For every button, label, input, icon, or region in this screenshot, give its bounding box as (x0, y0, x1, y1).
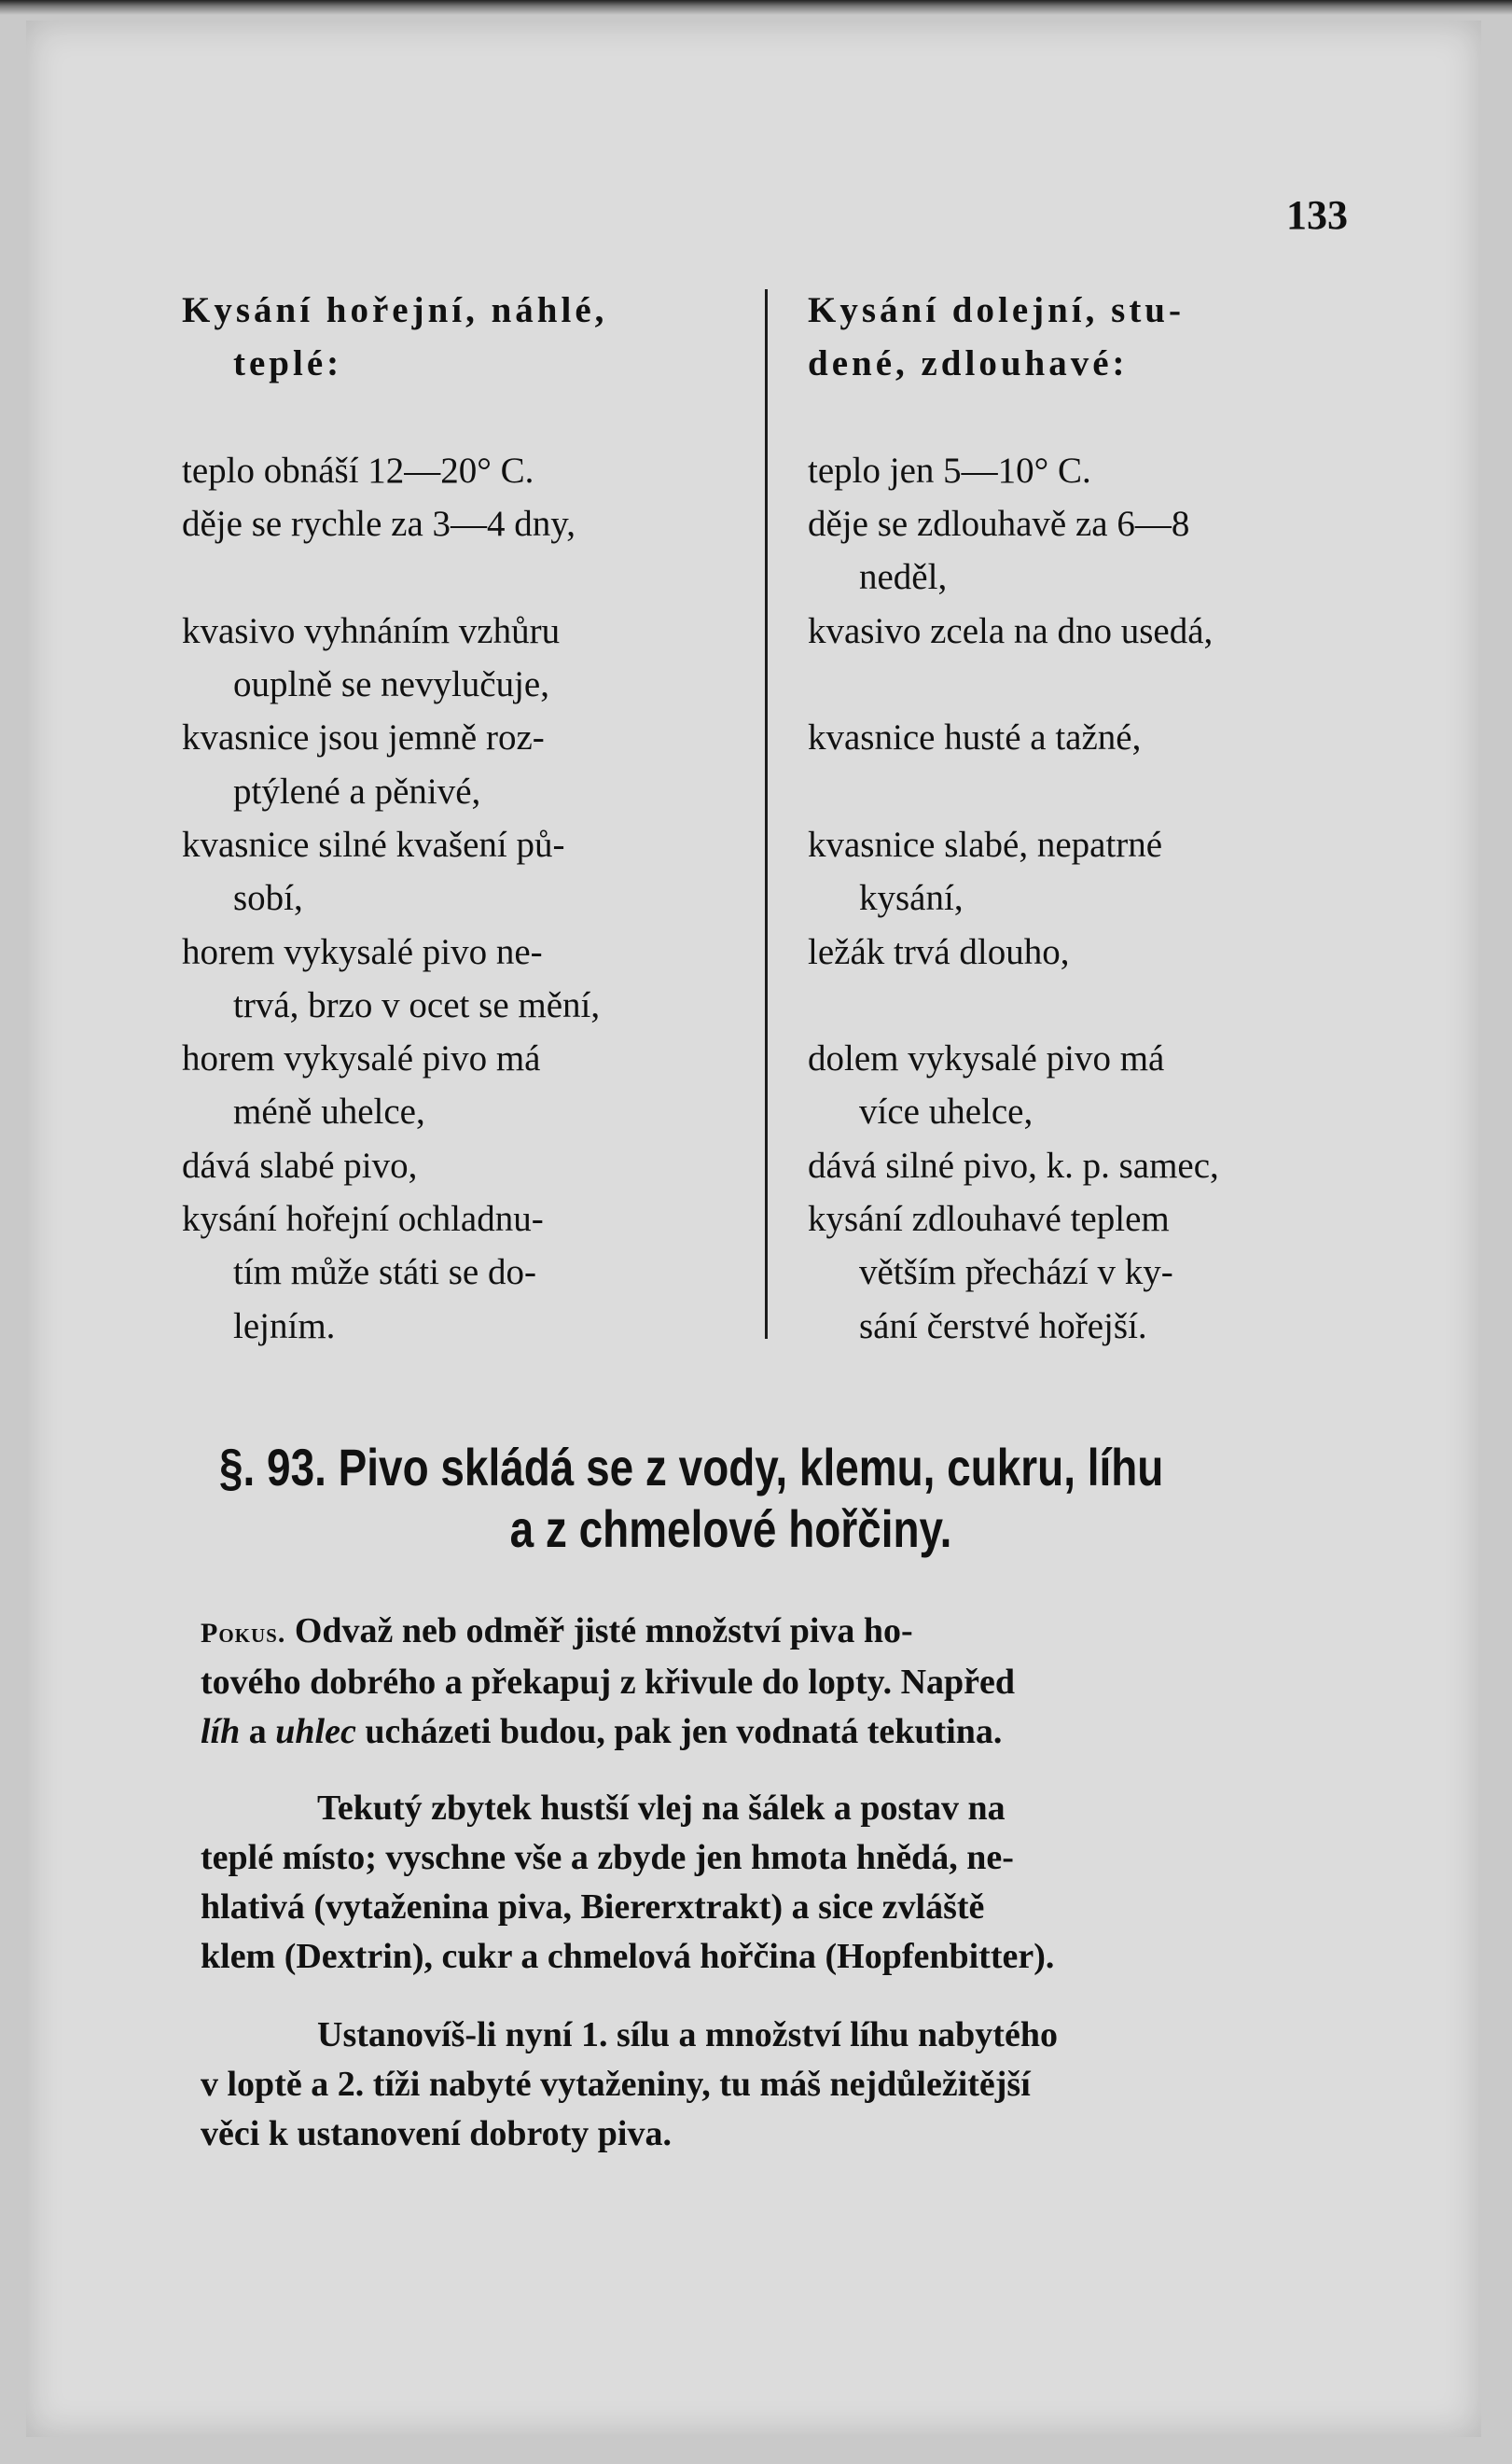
right-line: kysání zdlouhavé teplem (808, 1199, 1170, 1240)
left-line: tím může státi se do- (233, 1252, 536, 1293)
right-line: kvasnice slabé, nepatrné (808, 824, 1163, 865)
left-line: lejním. (233, 1305, 336, 1346)
left-line: ptýlené a pěnivé, (233, 771, 481, 812)
page-number: 133 (1286, 192, 1348, 238)
left-heading-line: Kysání hořejní, náhlé, (182, 290, 608, 330)
right-line: kvasnice husté a tažné, (808, 717, 1142, 759)
right-line: neděl, (859, 557, 948, 598)
right-line: sání čerstvé hořejší. (859, 1305, 1147, 1346)
right-line: větším přechází v ky- (859, 1252, 1173, 1293)
left-line: ouplně se nevylučuje, (233, 664, 549, 705)
left-line: horem vykysalé pivo má (182, 1038, 541, 1079)
paragraph-text: Odvaž neb odměř jisté množství piva ho- (285, 1611, 913, 1650)
right-line: více uhelce, (859, 1092, 1033, 1133)
conclusion-paragraph (201, 2011, 1366, 2159)
italic-term: líh (201, 1712, 241, 1751)
right-line: teplo jen 5—10° C. (808, 450, 1091, 491)
left-line: kvasivo vyhnáním vzhůru (182, 610, 561, 651)
right-line: kvasivo zcela na dno usedá, (808, 610, 1214, 651)
residue-paragraph (201, 1784, 1366, 1982)
right-line: dolem vykysalé pivo má (808, 1038, 1165, 1079)
paragraph-text: a (240, 1712, 276, 1751)
right-line: dává silné pivo, k. p. samec, (808, 1145, 1219, 1186)
paragraph-line: hlativá (vytaženina piva, Biererxtrakt) a sice zvláště (201, 1887, 985, 1927)
section-heading-line: a z chmelové hořčiny. (509, 1499, 952, 1558)
paragraph-line: teplé místo; vyschne vše a zbyde jen hmota hnědá, ne- (201, 1838, 1014, 1877)
left-line: horem vykysalé pivo ne- (182, 931, 543, 972)
experiment-paragraph (201, 1607, 1366, 1757)
paragraph-text: ucházeti budou, pak jen vodnatá tekutina. (355, 1712, 1003, 1751)
paragraph-line: klem (Dextrin), cukr a chmelová hořčina (Hopfenbitter). (201, 1937, 1055, 1976)
paragraph-line: v loptě a 2. tíži nabyté vytaženiny, tu máš nejdůležitější (201, 2065, 1031, 2104)
paragraph-line: věci k ustanovení dobroty piva. (201, 2114, 672, 2153)
paragraph-line: tového dobrého a překapuj z křivule do lopty. Napřed (201, 1663, 1016, 1702)
paragraph-line: Tekutý zbytek hustší vlej na šálek a postav na (317, 1789, 1006, 1828)
left-line: kvasnice silné kvašení pů- (182, 824, 565, 865)
left-column-top-fermentation (182, 284, 714, 1353)
right-heading-line: Kysání dolejní, stu- (808, 290, 1185, 330)
left-line: méně uhelce, (233, 1092, 425, 1133)
left-heading-line: teplé: (233, 343, 343, 384)
experiment-label: Pokus. (201, 1618, 286, 1649)
section-heading (219, 1437, 1164, 1560)
column-divider (765, 289, 768, 1339)
left-line: kvasnice jsou jemně roz- (182, 717, 545, 759)
right-heading-line: dené, zdlouhavé: (808, 343, 1129, 384)
right-line: kysání, (859, 878, 964, 919)
left-line: kysání hořejní ochladnu- (182, 1199, 544, 1240)
right-line: děje se zdlouhavě za 6—8 (808, 504, 1190, 545)
right-column-bottom-fermentation (808, 284, 1349, 1353)
left-line: trvá, brzo v ocet se mění, (233, 984, 601, 1025)
italic-term: uhlec (275, 1712, 356, 1751)
left-line: dává slabé pivo, (182, 1145, 418, 1186)
left-line: teplo obnáší 12—20° C. (182, 450, 534, 491)
right-line: ležák trvá dlouho, (808, 931, 1070, 972)
left-line: děje se rychle za 3—4 dny, (182, 504, 576, 545)
section-heading-line: §. 93. Pivo skládá se z vody, klemu, cukru, líhu (219, 1438, 1164, 1496)
left-line: sobí, (233, 878, 303, 919)
paragraph-line: Ustanovíš-li nyní 1. sílu a množství líhu nabytého (317, 2015, 1058, 2054)
scan-top-edge (0, 0, 1512, 15)
